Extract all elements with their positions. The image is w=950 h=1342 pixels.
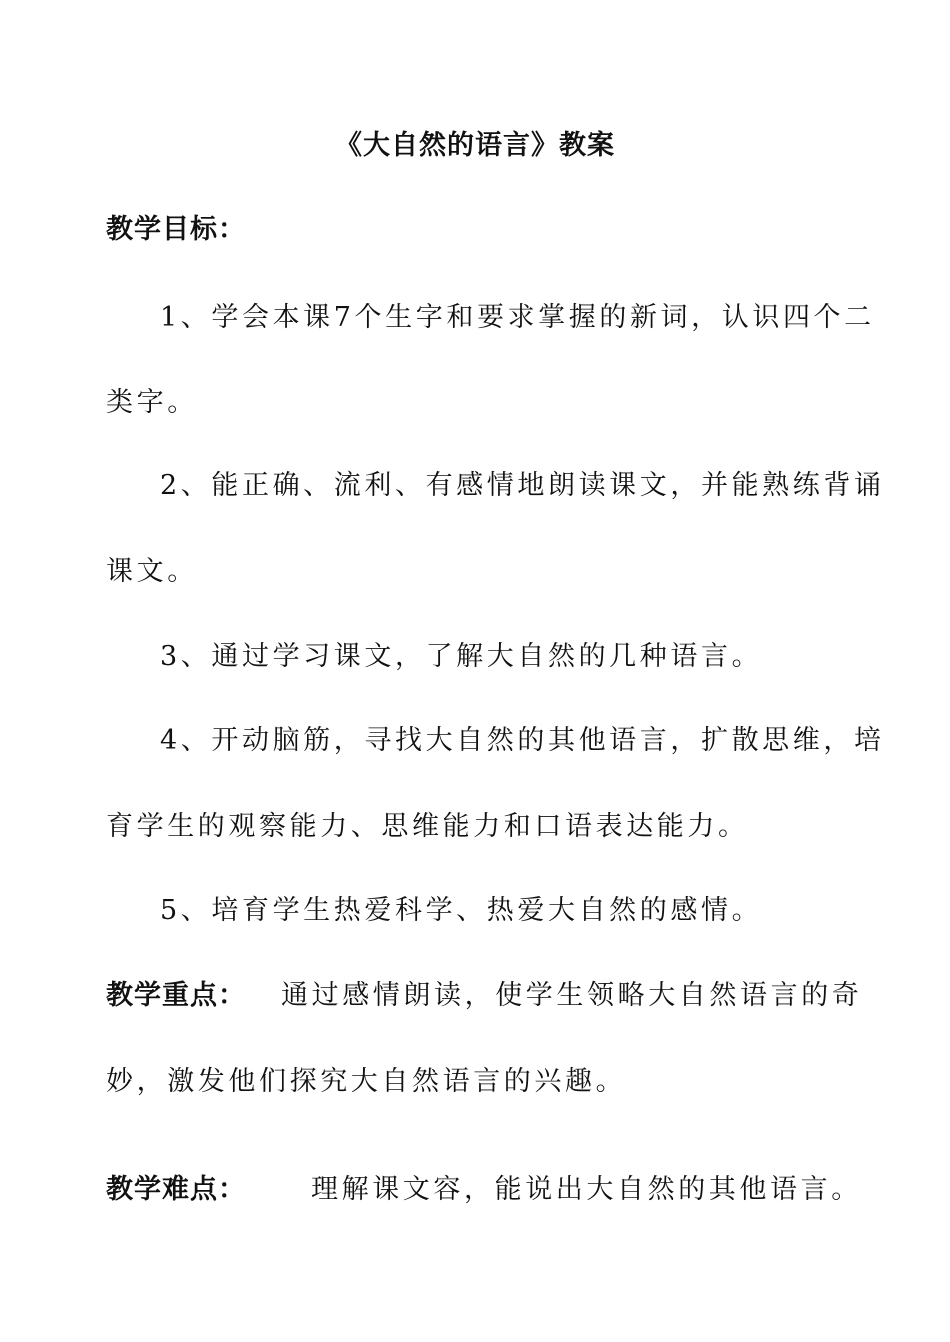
objective-3-line-1: 3、通过学习课文，了解大自然的几种语言。	[160, 641, 763, 672]
objective-4-line-1: 4、开动脑筋，寻找大自然的其他语言，扩散思维，培	[160, 725, 885, 756]
objective-4-line-2: 育学生的观察能力、思维能力和口语表达能力。	[106, 811, 749, 842]
objective-1-line-2: 类字。	[106, 387, 198, 418]
objective-5-line-1: 5、培育学生热爱科学、热爱大自然的感情。	[160, 895, 763, 926]
difficulty-heading: 教学难点：	[106, 1174, 246, 1205]
key-point-heading: 教学重点：	[106, 980, 246, 1011]
key-point-line-1: 通过感情朗读，使学生领略大自然语言的奇	[281, 980, 863, 1011]
objective-2-line-1: 2、能正确、流利、有感情地朗读课文，并能熟练背诵	[160, 470, 885, 501]
key-point-line-2: 妙，激发他们探究大自然语言的兴趣。	[106, 1066, 627, 1097]
document-title: 《大自然的语言》教案	[335, 130, 615, 161]
objective-1-line-1: 1、学会本课7个生字和要求掌握的新词，认识四个二	[160, 302, 875, 333]
difficulty-text: 理解课文容，能说出大自然的其他语言。	[311, 1174, 862, 1205]
objective-2-line-2: 课文。	[106, 556, 198, 587]
objectives-heading: 教学目标：	[106, 214, 246, 245]
